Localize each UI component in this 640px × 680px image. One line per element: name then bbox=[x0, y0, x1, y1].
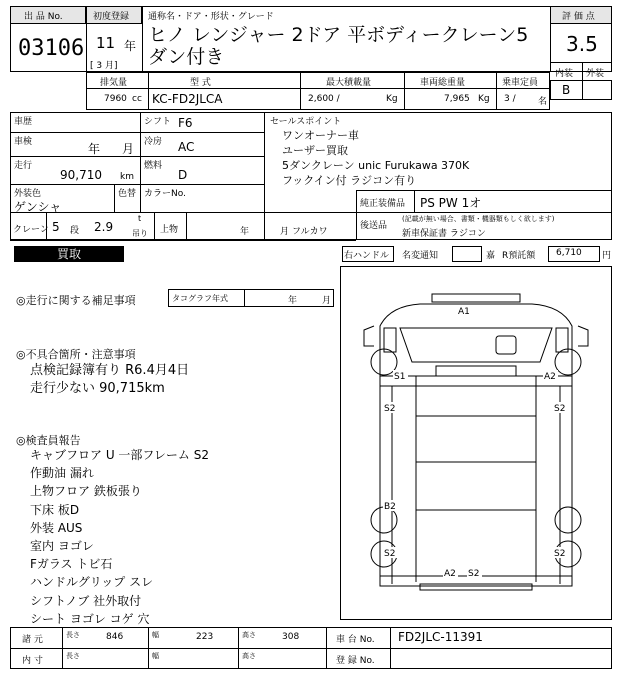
tacho-month-unit: 月 bbox=[322, 296, 332, 306]
width-label-2: 幅 bbox=[152, 652, 159, 660]
lot-no-label: 出 品 No. bbox=[24, 12, 63, 22]
mileage-unit: km bbox=[120, 172, 134, 182]
chassis-value: FD2JLC-11391 bbox=[398, 630, 483, 644]
list-item: 外装 AUS bbox=[30, 520, 83, 535]
list-item: 作動油 漏れ bbox=[30, 466, 94, 481]
region-label: 嘉 bbox=[486, 251, 496, 261]
tacho-year-unit: 年 bbox=[288, 296, 298, 306]
fuel-label: 燃料 bbox=[144, 161, 163, 171]
list-item: ユーザー買取 bbox=[282, 144, 348, 157]
displacement-label: 排気量 bbox=[100, 78, 128, 88]
upper-maker: フルカワ bbox=[292, 227, 328, 237]
damage-mark: S2 bbox=[384, 404, 396, 414]
height-value: 308 bbox=[282, 632, 300, 642]
list-item: 下床 板D bbox=[30, 502, 80, 517]
capacity: 3 / bbox=[504, 94, 516, 104]
crane-label: クレーン bbox=[13, 225, 49, 235]
capacity-unit: 名 bbox=[538, 97, 548, 107]
interior-grade: B bbox=[562, 83, 571, 97]
gross-weight: 7,965 bbox=[444, 94, 470, 104]
displacement: 7960 bbox=[104, 94, 127, 104]
name-change-label: 名変通知 bbox=[402, 251, 439, 261]
color-label: 色替 bbox=[118, 189, 137, 199]
damage-mark: S2 bbox=[468, 569, 480, 579]
length-label-2: 長さ bbox=[66, 652, 80, 660]
capacity-label: 乗車定員 bbox=[502, 78, 539, 88]
interior-label: 内装 bbox=[555, 69, 574, 79]
crane-tons-unit-bottom: 吊り bbox=[132, 229, 148, 238]
width-label: 幅 bbox=[152, 631, 159, 639]
displacement-unit: cc bbox=[132, 94, 142, 104]
vehicle-name: ヒノ レンジャー 2ドア 平ボディークレーン5ダン付き bbox=[148, 24, 529, 68]
list-item: シフトノブ 社外取付 bbox=[30, 593, 142, 608]
crane-tons: 2.9 bbox=[94, 220, 114, 234]
equipment-value: PS PW 1オ bbox=[420, 196, 482, 210]
rear-seat-label: 後送品 bbox=[360, 221, 388, 231]
list-item: 上物フロア 鉄板張り bbox=[30, 484, 142, 499]
model: KC-FD2JLCA bbox=[152, 92, 223, 106]
model-label: 型 式 bbox=[190, 78, 211, 88]
ext-color-value: ゲンシャ bbox=[14, 200, 62, 214]
chassis-label: 車 台 No. bbox=[336, 635, 375, 645]
inspection-year-unit: 年 bbox=[88, 142, 101, 156]
lot-no: 03106 bbox=[18, 36, 85, 61]
crane-stages: 5 bbox=[52, 220, 60, 234]
max-load-unit: Kg bbox=[386, 94, 398, 104]
truck-diagram bbox=[340, 266, 612, 620]
damage-mark: S2 bbox=[554, 404, 566, 414]
reg-label: 登 録 No. bbox=[336, 656, 375, 666]
interior-dims-label: 内 寸 bbox=[22, 656, 43, 666]
list-item: フックイン付 ラジコン有り bbox=[282, 174, 417, 187]
shift-label: シフト bbox=[144, 117, 172, 127]
fuel-value: D bbox=[178, 168, 188, 182]
inspection-label: 車検 bbox=[14, 137, 33, 147]
list-item: ワンオーナー車 bbox=[282, 129, 359, 142]
list-item: シート ヨゴレ コゲ 穴 bbox=[30, 611, 150, 626]
damage-mark: S2 bbox=[384, 549, 396, 559]
length-label: 長さ bbox=[66, 631, 80, 639]
grade-value: 3.5 bbox=[566, 32, 598, 56]
inspector-list bbox=[30, 446, 209, 628]
defects-label: ◎不具合箇所・注意事項 bbox=[16, 348, 136, 361]
ac-label: 冷房 bbox=[144, 137, 163, 147]
year-unit: 年 bbox=[124, 39, 137, 53]
equipment-label: 純正装備品 bbox=[360, 199, 406, 209]
r-estimate-label: R預託額 bbox=[502, 251, 536, 261]
right-handle: 右ハンドル bbox=[344, 251, 390, 261]
list-item: ハンドルグリップ スレ bbox=[30, 575, 154, 590]
exterior-label: 外装 bbox=[586, 69, 605, 79]
height-label: 高さ bbox=[242, 631, 256, 639]
sales-points-list bbox=[282, 128, 602, 188]
name-change-box bbox=[452, 246, 482, 262]
inspection-month-unit: 月 bbox=[122, 142, 135, 156]
damage-mark: A1 bbox=[458, 307, 470, 317]
sales-points-label: セールスポイント bbox=[270, 117, 342, 127]
height-label-2: 高さ bbox=[242, 652, 256, 660]
damage-mark: A2 bbox=[544, 372, 556, 382]
crane-tons-unit-top: t bbox=[138, 214, 142, 223]
first-reg-label: 初度登録 bbox=[93, 12, 130, 22]
first-reg-year: 11 bbox=[96, 34, 116, 52]
list-item: キャブフロア U 一部フレーム S2 bbox=[30, 448, 209, 462]
rear-note: (記載が無い場合、書類・機器類もしく欲します) bbox=[402, 215, 555, 223]
mileage-label: 走行 bbox=[14, 161, 33, 171]
upper-month-unit: 月 bbox=[280, 227, 290, 237]
upper-label: 上物 bbox=[160, 225, 179, 235]
yen-unit: 円 bbox=[602, 251, 612, 261]
inspector-label: ◎検査員報告 bbox=[16, 434, 81, 447]
tacho-label: タコグラフ年式 bbox=[172, 294, 228, 303]
mileage-supplement-label: ◎走行に関する補足事項 bbox=[16, 294, 136, 307]
list-item: Fガラス トビ石 bbox=[30, 557, 113, 572]
gross-weight-unit: Kg bbox=[478, 94, 490, 104]
length-value: 846 bbox=[106, 632, 124, 642]
color-no-label: カラーNo. bbox=[144, 189, 186, 199]
shift-value: F6 bbox=[178, 116, 193, 130]
damage-mark: S2 bbox=[554, 549, 566, 559]
damage-mark: S1 bbox=[394, 372, 406, 382]
ext-color-label: 外装色 bbox=[14, 189, 42, 199]
r-estimate: 6,710 bbox=[556, 248, 582, 258]
defects-list bbox=[30, 362, 189, 398]
damage-mark: A2 bbox=[444, 569, 456, 579]
interior-ext-box bbox=[550, 80, 612, 100]
first-reg-month: [ 3 月] bbox=[90, 61, 118, 71]
damage-mark: B2 bbox=[384, 502, 396, 512]
upper-year-unit: 年 bbox=[240, 227, 250, 237]
dims-label: 諸 元 bbox=[22, 635, 43, 645]
ac-value: AC bbox=[178, 140, 195, 154]
list-item: 走行少ない 90,715km bbox=[30, 381, 165, 396]
crane-stages-unit: 段 bbox=[70, 226, 80, 236]
gross-weight-label: 車両総重量 bbox=[420, 78, 466, 88]
max-load: 2,600 / bbox=[308, 94, 340, 104]
max-load-label: 最大積載量 bbox=[326, 78, 372, 88]
grade-label: 評 価 点 bbox=[562, 12, 595, 22]
list-item: 点検記録簿有り R6.4月4日 bbox=[30, 363, 190, 378]
mileage-value: 90,710 bbox=[60, 168, 102, 182]
name-label: 通称名・ドア・形状・グレード bbox=[148, 12, 274, 22]
list-item: 5ダンクレーン unic Furukawa 370K bbox=[282, 159, 470, 172]
width-value: 223 bbox=[196, 632, 214, 642]
history-label: 車歴 bbox=[14, 117, 33, 127]
purchase-bar: 買取 bbox=[14, 246, 124, 262]
rear-value: 新車保証書 ラジコン bbox=[402, 229, 486, 239]
list-item: 室内 ヨゴレ bbox=[30, 539, 94, 554]
